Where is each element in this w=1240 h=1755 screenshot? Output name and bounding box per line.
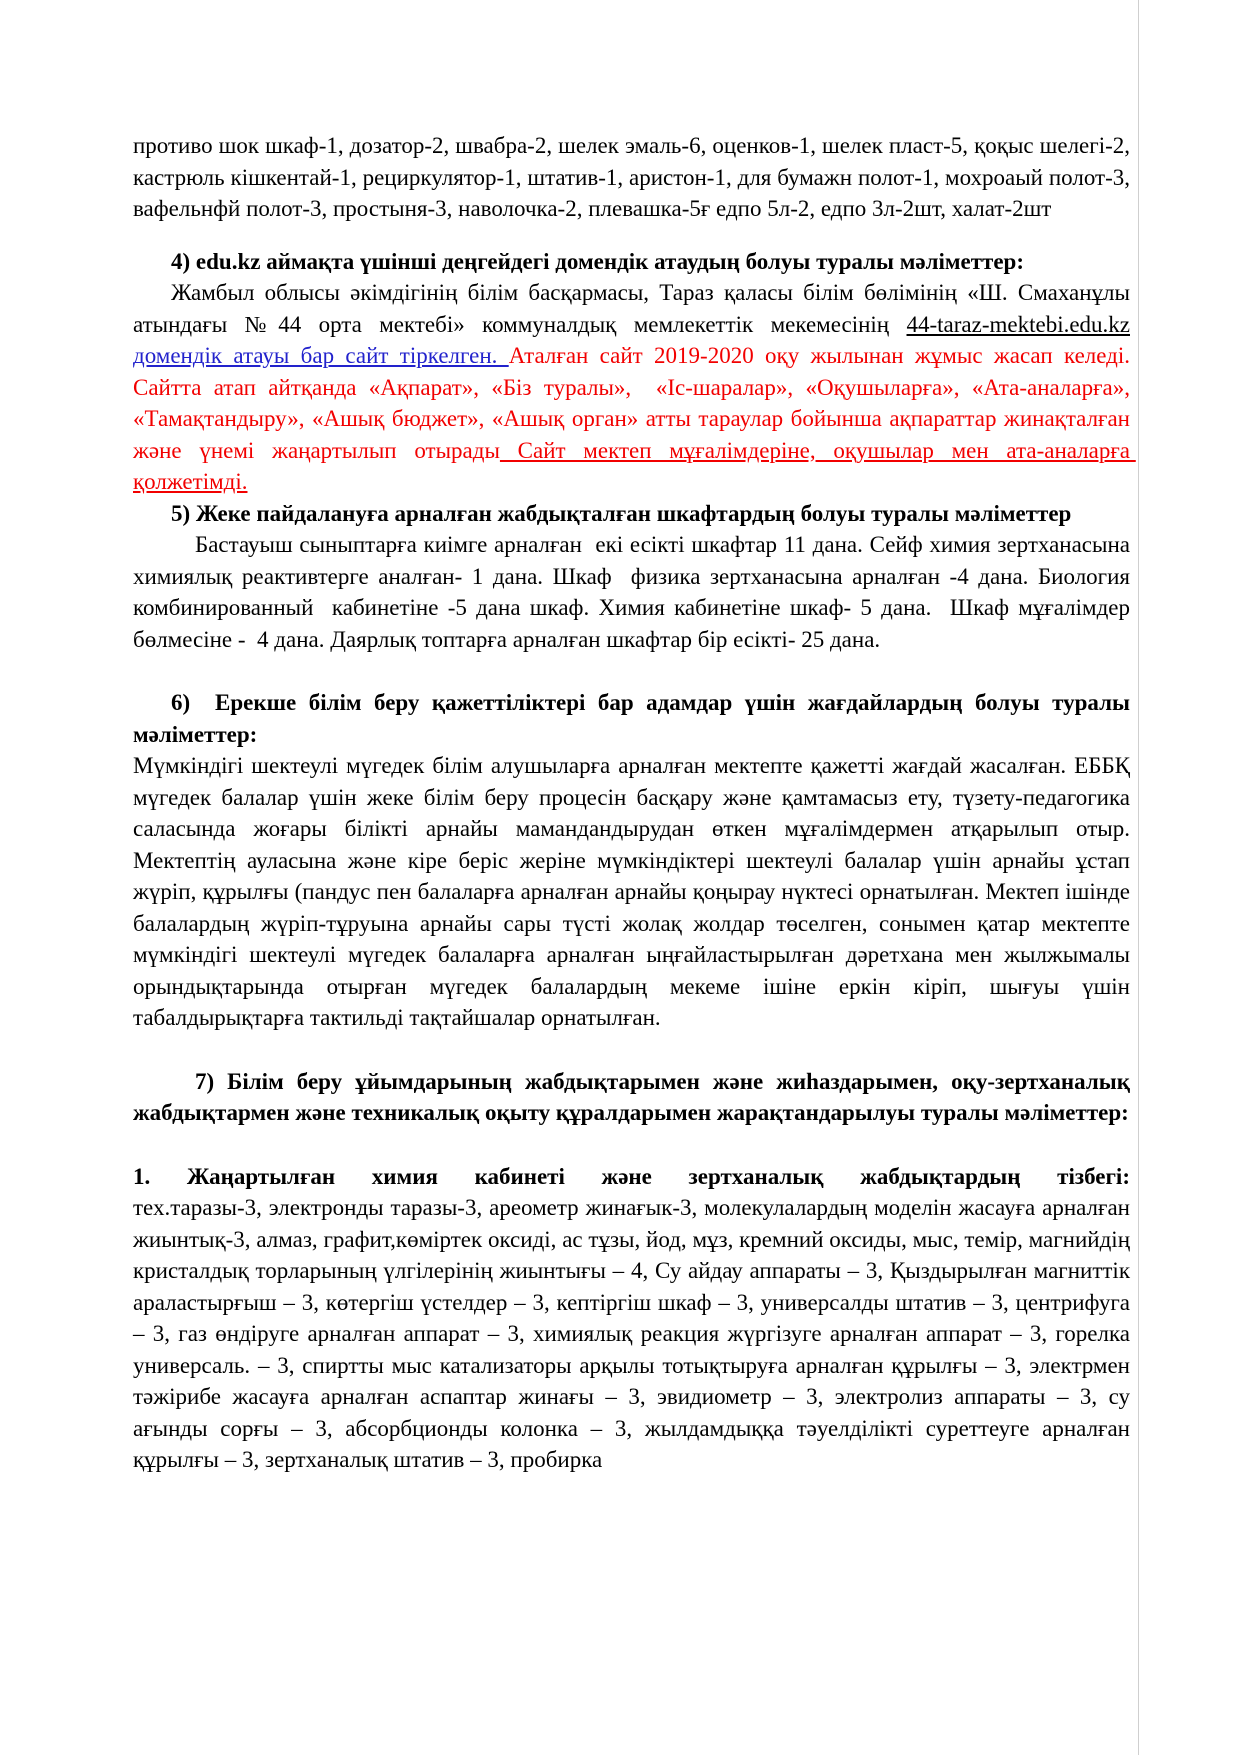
text-run: Сайт мектеп мұғалімдеріне, оқушылар мен ата-аналарға қолжетімді.	[133, 437, 1136, 494]
text-run: Бастауыш сыныптарға киімге арналған екі есікті шкафтар 11 дана. Сейф химия зертханасына химиялық реактивтерге аналған- 1 дана. Шкаф физика зертханасына арналған -4 дана. Биология комбинированный кабинетіне -5 дана шкаф. Химия кабинетіне шкаф- 5 дана. Шкаф мұғалімдер бөлмесіне - 4 дана. Даярлық топтарға арналған шкафтар бір есікті- 25 дана.	[133, 532, 1136, 652]
heading-text-run: 1. Жаңартылған химия кабинеті және зертханалық жабдықтардың тізбегі:	[133, 1163, 1130, 1189]
heading-text-run: 4) edu.kz аймақта үшінші деңгейдегі домендік атаудың болуы туралы мәліметтер:	[171, 248, 1024, 274]
heading-text-run: 5) Жеке пайдалануға арналған жабдықталған шкафтардың болуы туралы мәліметтер	[171, 500, 1072, 526]
heading-text-run: 6) Ерекше білім беру қажеттіліктері бар адамдар үшін жағдайлардың болуы туралы мәліметтер:	[133, 690, 1136, 747]
text-run: Мүмкіндігі шектеулі мүгедек білім алушыларға арналған мектепте қажетті жағдай жасалған. ЕББҚ мүгедек балалар үшін жеке білім беру процесін басқару және қамтамасыз ету, түзету-педагогика саласында жоғары білікті арнайы мамандандырудан өткен мұғалімдермен атқарылып отыр. Мектептің ауласына және кіре беріс жеріне мүмкіндіктері шектеулі балалар үшін арнайы ұстап жүріп, құрылғы (пандус пен балаларға арналған арнайы қоңырау нүктесі орнатылған. Мектеп ішінде балалардың жүріп-тұруына арнайы сары түсті жолақ жолдар төселген, сонымен қатар мектепте мүмкіндігі шектеулі мүгедек балаларға арналған ыңғайластырылған дәретхана мен жылжымалы орындықтарында отырған мүгедек балалардың мекеме ішіне еркін кіріп, шығуы үшін табалдырықтарға тактильді тақтайшалар орнатылған.	[133, 753, 1136, 1030]
text-run: Жамбыл облысы әкімдігінің білім басқармасы, Тараз қаласы білім бөлімінің «Ш. Смаханұлы атындағы №44 орта мектебі» коммуналдық мемлекеттік мекемесінің	[133, 280, 1136, 337]
section-5-heading	[133, 498, 1130, 530]
heading-text-run: 7) Білім беру ұйымдарының жабдықтарымен және жиһаздарымен, оқу-зертханалық жабдықтармен және техникалық оқыту құралдарымен жарақтандарылуы туралы мәліметтер:	[133, 1068, 1136, 1125]
document-content	[133, 130, 1136, 1476]
chemistry-list-heading	[133, 1161, 1130, 1193]
site-registered-link[interactable]: домендік атауы бар сайт тіркелген.	[133, 343, 509, 368]
inventory-list-paragraph	[133, 130, 1136, 225]
page-edge-line	[1138, 0, 1139, 1755]
section-7-heading	[133, 1066, 1136, 1129]
section-6-heading	[133, 687, 1136, 750]
section-4-heading	[133, 246, 1130, 278]
text-run: Аталған сайт 2019-2020 оқу жылынан жұмыс жасап келеді. Сайтта атап айтқанда «Ақпарат», «Біз туралы», «Іс-шаралар», «Оқушыларға», «Ата-аналарға», «Тамақтандыру», «Ашық бюджет», «Ашық орган» атты тараулар бойынша ақпараттар жинақталған және үнемі жаңартылып отырады	[133, 343, 1136, 463]
text-run: тех.таразы-3, электронды таразы-3, ареометр жинағык-3, молекулалардың моделін жасауға арналған жиынтық-3, алмаз, графит,көміртек оксиді, ас тұзы, йод, мұз, кремний оксиды, мыс, темір, магнийдің кристалдық торларының үлгілерінің жиынтығы – 4, Су айдау аппараты – 3, Қыздырылған магниттік араластырғыш – 3, көтергіш үстелдер – 3, кептіргіш шкаф – 3, универсалды штатив – 3, центрифуга – 3, газ өндіруге арналған аппарат – 3, химиялық реакция жүргізуге арналған аппарат – 3, горелка универсаль. – 3, спиртты мыс катализаторы арқылы тотықтыруға арналған құрылғы – 3, электрмен тәжірибе жасауға арналған аспаптар жинағы – 3, эвидиометр – 3, электролиз аппараты – 3, су ағынды сорғы – 3, абсорбционды колонка – 3, жылдамдыққа тәуелділікті суреттеуге арналған құрылғы – 3, зертханалық штатив – 3, пробирка	[133, 1195, 1136, 1472]
section-4-body	[133, 277, 1136, 498]
text-run: противо шок шкаф-1, дозатор-2, швабра-2, шелек эмаль-6, оценков-1, шелек пласт-5, қоқыс шелегі-2, кастрюль кішкентай-1, рециркулятор-1, штатив-1, аристон-1, для бумажн полот-1, мохроаый полот-3, вафельнфй полот-3, простыня-3, наволочка-2, плевашка-5ғ едпо 5л-2, едпо 3л-2шт, халат-2шт	[133, 133, 1136, 221]
chemistry-list-body	[133, 1192, 1136, 1476]
text-run	[1130, 312, 1136, 337]
section-5-body	[133, 529, 1136, 655]
section-6-body	[133, 750, 1136, 1034]
domain-name-text: 44-taraz-mektebi.edu.kz	[906, 311, 1130, 337]
